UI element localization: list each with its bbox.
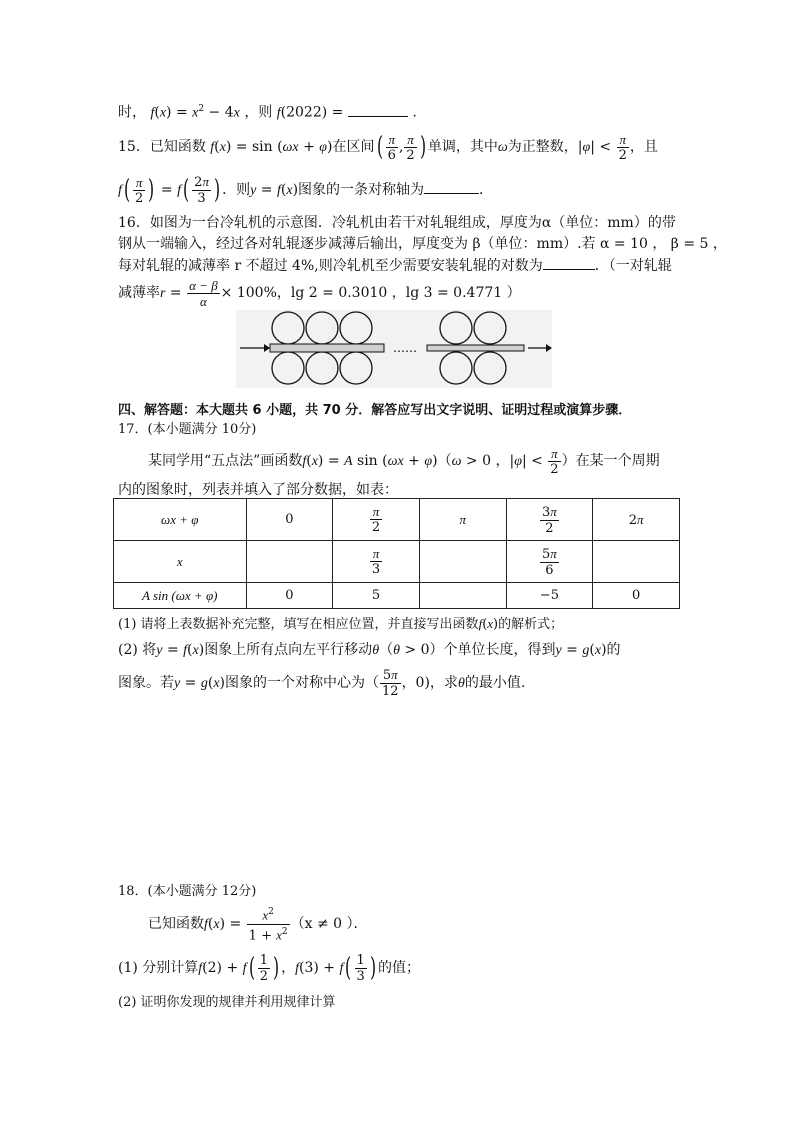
table-cell-empty[interactable] bbox=[593, 541, 680, 583]
math-fx-def: f bbox=[150, 105, 155, 121]
table-cell: $\frac{\pi}{3}$ bbox=[333, 541, 420, 583]
five-point-table bbox=[113, 498, 680, 609]
table-row bbox=[114, 541, 680, 583]
table-cell-empty[interactable] bbox=[419, 541, 506, 583]
q17-part1: (1) 请将上表数据补充完整，填写在相应位置，并直接写出函数f(x)的解析式； bbox=[118, 616, 564, 632]
row-label-phase: ωx + φ bbox=[114, 499, 247, 541]
table-cell: $\frac{3\pi}{2}$ bbox=[506, 499, 593, 541]
table-cell: 0 bbox=[593, 583, 680, 609]
q17-header: 17．(本小题满分 10分) bbox=[118, 422, 257, 437]
frac-pi-6: $\frac{\pi}{6}$ bbox=[387, 131, 396, 163]
q18-header: 18．(本小题满分 12分) bbox=[118, 884, 257, 899]
table-cell-empty[interactable] bbox=[419, 583, 506, 609]
frac-function-def: $\frac{x^2}{1 + x^2}$ bbox=[248, 907, 288, 943]
q15-line1: 15．已知函数 f(x) = sin (ωx + φ)在区间( $\frac{\pi}{6}$ , $\frac{\pi}{2}$ ) 单调，其中ω为正整数，|φ| < $\frac{\pi}{2}$ ，且 bbox=[118, 131, 658, 163]
q17-line1: 某同学用“五点法”画函数f(x) = A sin (ωx + φ)（ω > 0 ，|φ| < $\frac{\pi}{2}$ ）在某一个周期 bbox=[148, 445, 660, 477]
steel-strip-right bbox=[427, 345, 524, 351]
q15-line2: f( $\frac{\pi}{2}$ ) = f( $\frac{2\pi}{3}$ ) ．则y = f(x)图象的一条对称轴为 ． bbox=[118, 174, 494, 206]
q14-tail-line: 时， $f(x) = x^2 - 4x$ ，则 f(2022) = . bbox=[118, 99, 417, 124]
table-row bbox=[114, 583, 680, 609]
q16-line4: 减薄率r = $\frac{\alpha - \beta}{\alpha}$ × 100%，lg 2 = 0.3010 ，lg 3 = 0.4771 ） bbox=[118, 277, 521, 309]
frac-pi-2: $\frac{\pi}{2}$ bbox=[406, 131, 415, 163]
row-label-x: x bbox=[114, 541, 247, 583]
table-cell: 5 bbox=[333, 583, 420, 609]
section-heading: 四、解答题：本大题共 6 小题，共 70 分．解答应写出文字说明、证明过程或演算步骤． bbox=[118, 403, 632, 418]
answer-blank-14[interactable] bbox=[348, 102, 408, 117]
table-cell: $\frac{5\pi}{6}$ bbox=[506, 541, 593, 583]
table-row bbox=[114, 499, 680, 541]
answer-blank-16[interactable] bbox=[543, 255, 595, 270]
table-cell: π bbox=[419, 499, 506, 541]
ellipsis-dots: …… bbox=[393, 341, 417, 355]
q17-part2-line2: 图象。若y = g(x)图象的一个对称中心为（ $\frac{5\pi}{12}$ ，0)，求θ的最小值. bbox=[118, 667, 526, 699]
frac-thinning-rate: $\frac{\alpha - \beta}{\alpha}$ bbox=[189, 277, 218, 309]
table-cell: 2π bbox=[593, 499, 680, 541]
rolling-mill-diagram bbox=[236, 310, 556, 390]
q16-line2: 钢从一端输入，经过各对轧辊逐步减薄后输出，厚度变为 β（单位：mm）.若 α = 10 ， β = 5 ， bbox=[118, 236, 727, 252]
q17-line2: 内的图象时，列表并填入了部分数据，如表： bbox=[118, 482, 398, 498]
table-cell-empty[interactable] bbox=[246, 541, 333, 583]
q16-line3: 每对轧辊的减薄率 r 不超过 4%,则冷轧机至少需要安装轧辊的对数为 ．（一对轧辊 bbox=[118, 255, 672, 276]
table-cell: 0 bbox=[246, 583, 333, 609]
row-label-value: A sin (ωx + φ) bbox=[114, 583, 247, 609]
q17-part2-line1: (2) 将y = f(x)图象上所有点向左平行移动θ（θ > 0）个单位长度，得到y = g(x)的 bbox=[118, 642, 621, 658]
q18-part2: (2) 证明你发现的规律并利用规律计算 bbox=[118, 995, 336, 1010]
steel-strip-left bbox=[270, 344, 384, 352]
q18-part1: (1) 分别计算f(2) + f( $\frac{1}{2}$ ) ，f(3) + f( $\frac{1}{3}$ ) 的值； bbox=[118, 952, 420, 984]
table-cell: $\frac{\pi}{2}$ bbox=[333, 499, 420, 541]
table-cell: 0 bbox=[246, 499, 333, 541]
q18-line1: 已知函数f(x) = $\frac{x^2}{1 + x^2}$ （x ≠ 0 ）． bbox=[148, 907, 368, 943]
table-cell: −5 bbox=[506, 583, 593, 609]
q16-line1: 16．如图为一台冷轧机的示意图．冷轧机由若干对轧辊组成，厚度为α（单位：mm）的带 bbox=[118, 215, 676, 231]
answer-blank-15[interactable] bbox=[424, 179, 479, 194]
